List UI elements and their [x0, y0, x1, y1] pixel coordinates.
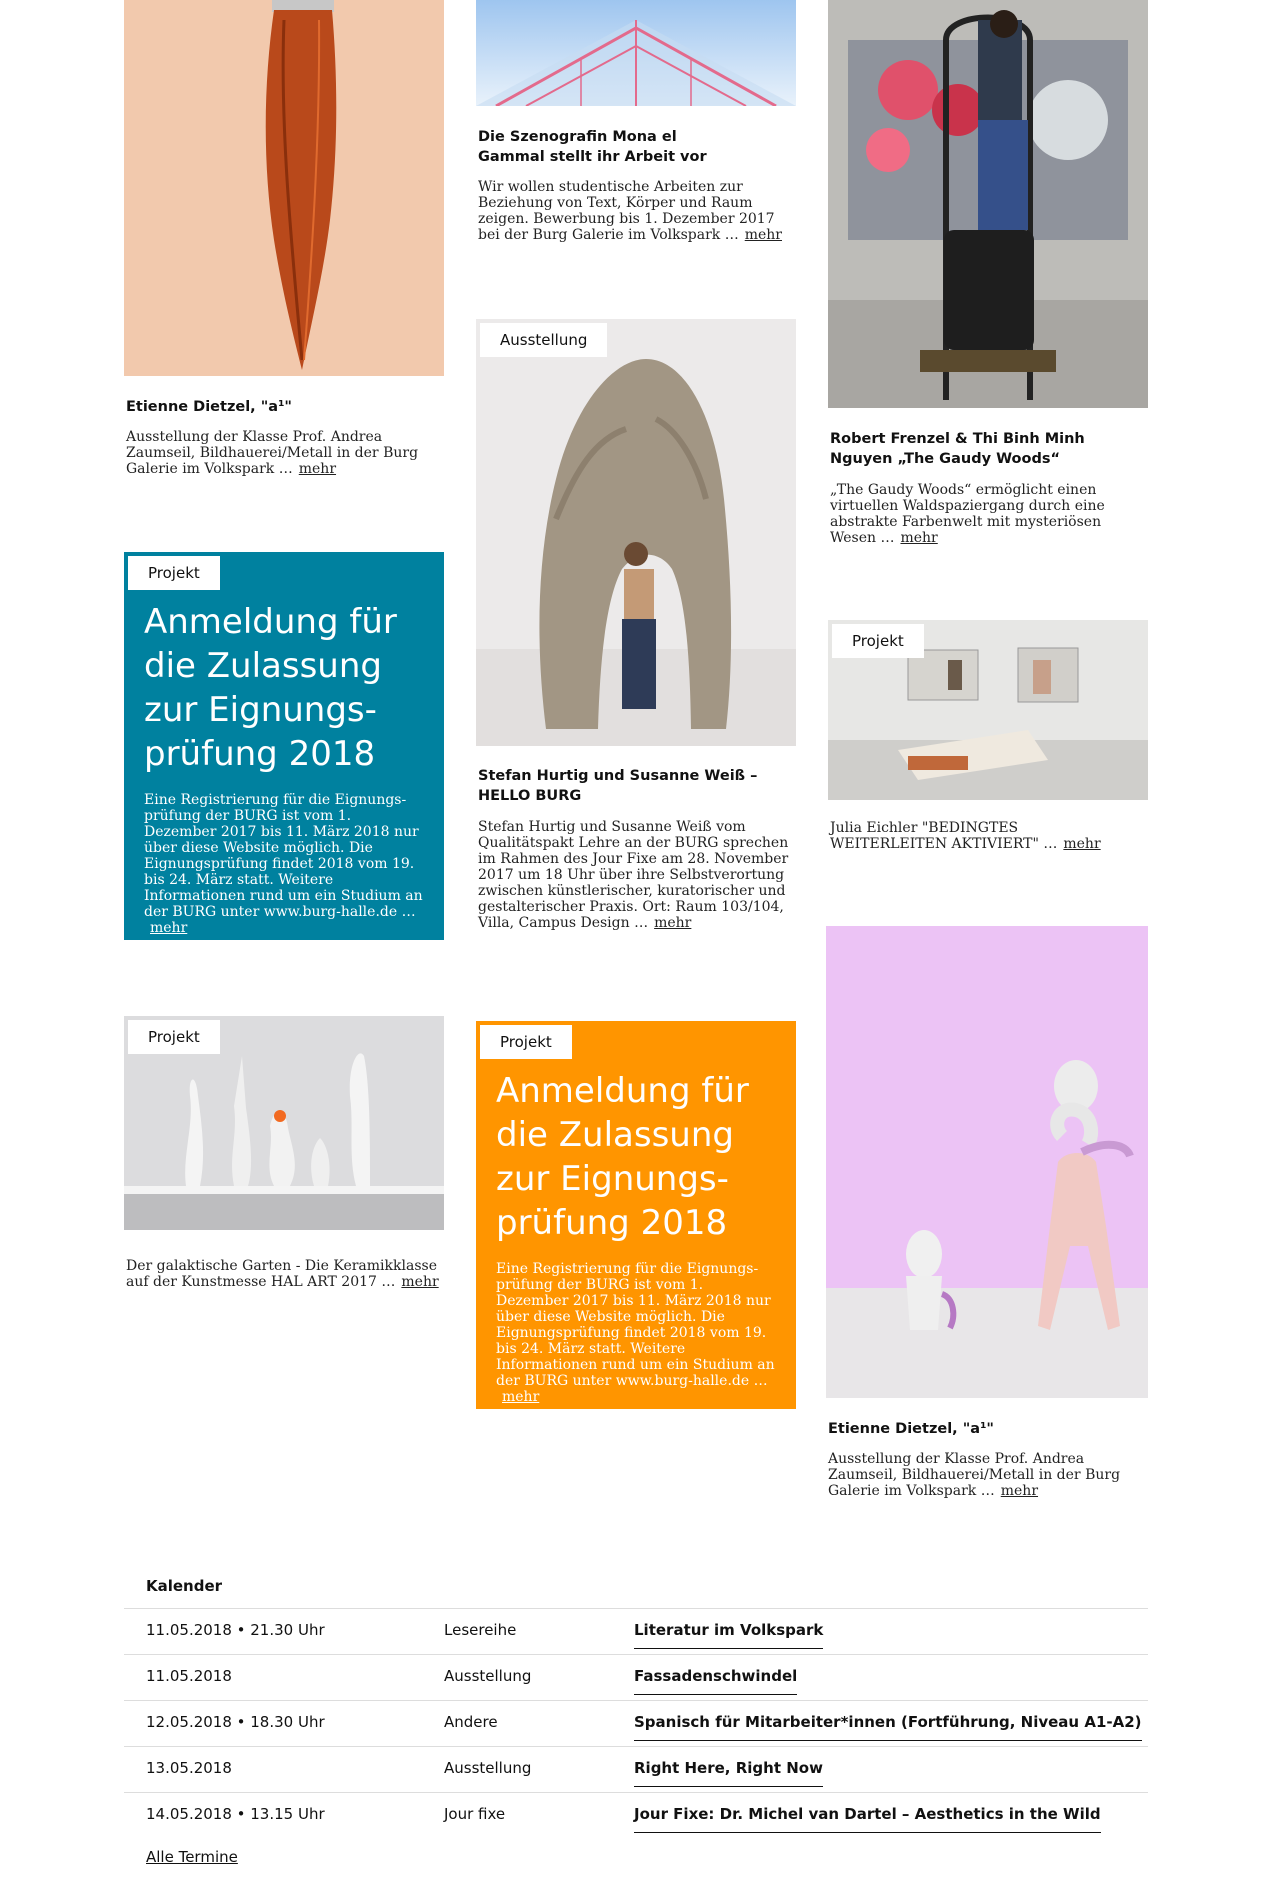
calendar-row[interactable]: [124, 1654, 1148, 1700]
calendar-row[interactable]: [124, 1700, 1148, 1746]
card-text: [830, 820, 1130, 852]
category-tag: Projekt: [480, 1025, 572, 1059]
card-text: [126, 1258, 444, 1290]
card-text: [830, 482, 1148, 546]
card-image-ceramics[interactable]: [124, 1016, 444, 1230]
event-date: 12.05.2018 • 18.30 Uhr: [146, 1713, 325, 1731]
card-image-hair[interactable]: [124, 0, 444, 376]
event-title-link[interactable]: Fassadenschwindel: [634, 1667, 797, 1695]
more-link[interactable]: mehr: [654, 915, 692, 931]
event-category: Lesereihe: [444, 1621, 517, 1639]
promo-card-orange[interactable]: [476, 1021, 796, 1409]
promo-text: [496, 1261, 776, 1405]
promo-headline: Anmeldung für die Zulassung zur Eignungs-prüfung 2018: [144, 602, 397, 774]
card-image-sculpture[interactable]: [476, 319, 796, 746]
card-title[interactable]: Robert Frenzel & Thi Binh Minh Nguyen „The Gaudy Woods“: [830, 431, 1085, 467]
promo-text-body: Eine Registrierung für die Eignungs-prüfung der BURG ist vom 1. Dezember 2017 bis 11. März 2018 nur über diese Website möglich. Die Eignungsprüfung findet 2018 vom 19. bis 24. März statt. Weitere Informationen rund um ein Studium an der BURG unter www.burg-halle.de …: [496, 1261, 775, 1389]
card-text-body: Ausstellung der Klasse Prof. Andrea Zaumseil, Bildhauerei/Metall in der Burg Galerie im Volkspark …: [828, 1451, 1121, 1499]
more-link[interactable]: mehr: [150, 920, 188, 936]
card-title[interactable]: Etienne Dietzel, "a¹": [126, 399, 292, 415]
card-text-body: Ausstellung der Klasse Prof. Andrea Zaumseil, Bildhauerei/Metall in der Burg Galerie im Volkspark …: [126, 429, 419, 477]
card-text-body: Der galaktische Garten - Die Keramikklasse auf der Kunstmesse HAL ART 2017 …: [126, 1258, 437, 1290]
promo-text: [144, 792, 424, 936]
event-date: 11.05.2018: [146, 1667, 232, 1685]
category-tag: Ausstellung: [480, 323, 607, 357]
card-text-body: Julia Eichler "BEDINGTES WEITERLEITEN AKTIVIERT" …: [830, 820, 1058, 852]
card-text: [478, 819, 798, 931]
event-category: Ausstellung: [444, 1759, 532, 1777]
all-events-link[interactable]: Alle Termine: [146, 1848, 238, 1866]
card-text: [478, 179, 796, 243]
card-title[interactable]: Die Szenografin Mona el Gammal stellt ihr Arbeit vor: [478, 129, 707, 165]
more-link[interactable]: mehr: [1000, 1483, 1039, 1499]
card-title[interactable]: Stefan Hurtig und Susanne Weiß – HELLO BURG: [478, 768, 758, 804]
event-date: 14.05.2018 • 13.15 Uhr: [146, 1805, 325, 1823]
promo-card-teal[interactable]: [124, 552, 444, 940]
more-link[interactable]: mehr: [1063, 836, 1101, 852]
card-text-body: Stefan Hurtig und Susanne Weiß vom Qualitätspakt Lehre an der BURG sprechen im Rahmen des Jour Fixe am 28. November 2017 um 18 Uhr über ihre Selbstverortung zwischen künstlerischer, kuratorischer und gestalterischer Praxis. Ort: Raum 103/104, Villa, Campus Design …: [478, 819, 789, 931]
more-link[interactable]: mehr: [298, 461, 337, 477]
more-link[interactable]: mehr: [900, 530, 938, 546]
card-title[interactable]: Etienne Dietzel, "a¹": [828, 1421, 994, 1437]
event-date: 13.05.2018: [146, 1759, 232, 1777]
event-date: 11.05.2018 • 21.30 Uhr: [146, 1621, 325, 1639]
card-image-installation[interactable]: [828, 0, 1148, 408]
card-text-body: „The Gaudy Woods“ ermöglicht einen virtuellen Waldspaziergang durch eine abstrakte Farbenwelt mit mysteriösen Wesen …: [830, 482, 1105, 546]
calendar-row[interactable]: [124, 1608, 1148, 1654]
event-title-link[interactable]: Right Here, Right Now: [634, 1759, 823, 1787]
promo-headline: Anmeldung für die Zulassung zur Eignungs-prüfung 2018: [496, 1071, 749, 1243]
category-tag: Projekt: [128, 556, 220, 590]
calendar-heading: Kalender: [146, 1577, 223, 1595]
more-link[interactable]: mehr: [744, 227, 782, 243]
event-category: Andere: [444, 1713, 498, 1731]
card-image-gallery[interactable]: [828, 620, 1148, 800]
event-title-link[interactable]: Literatur im Volkspark: [634, 1621, 823, 1649]
promo-text-body: Eine Registrierung für die Eignungs-prüfung der BURG ist vom 1. Dezember 2017 bis 11. März 2018 nur über diese Website möglich. Die Eignungsprüfung findet 2018 vom 19. bis 24. März statt. Weitere Informationen rund um ein Studium an der BURG unter www.burg-halle.de …: [144, 792, 423, 920]
event-category: Jour fixe: [444, 1805, 506, 1823]
card-text: [828, 1451, 1146, 1499]
category-tag: Projekt: [832, 624, 924, 658]
event-category: Ausstellung: [444, 1667, 532, 1685]
card-text-body: Wir wollen studentische Arbeiten zur Beziehung von Text, Körper und Raum zeigen. Bewerbung bis 1. Dezember 2017 bei der Burg Galerie im Volkspark …: [478, 179, 775, 243]
more-link[interactable]: mehr: [502, 1389, 540, 1405]
calendar-row[interactable]: [124, 1746, 1148, 1792]
event-title-link[interactable]: Jour Fixe: Dr. Michel van Dartel – Aesthetics in the Wild: [634, 1805, 1101, 1833]
category-tag: Projekt: [128, 1020, 220, 1054]
more-link[interactable]: mehr: [401, 1274, 439, 1290]
card-image-architecture[interactable]: [476, 0, 796, 106]
card-text: [126, 429, 444, 477]
event-title-link[interactable]: Spanisch für Mitarbeiter*innen (Fortführung, Niveau A1-A2): [634, 1713, 1142, 1741]
calendar-row[interactable]: [124, 1792, 1148, 1838]
card-image-render[interactable]: [826, 926, 1148, 1398]
